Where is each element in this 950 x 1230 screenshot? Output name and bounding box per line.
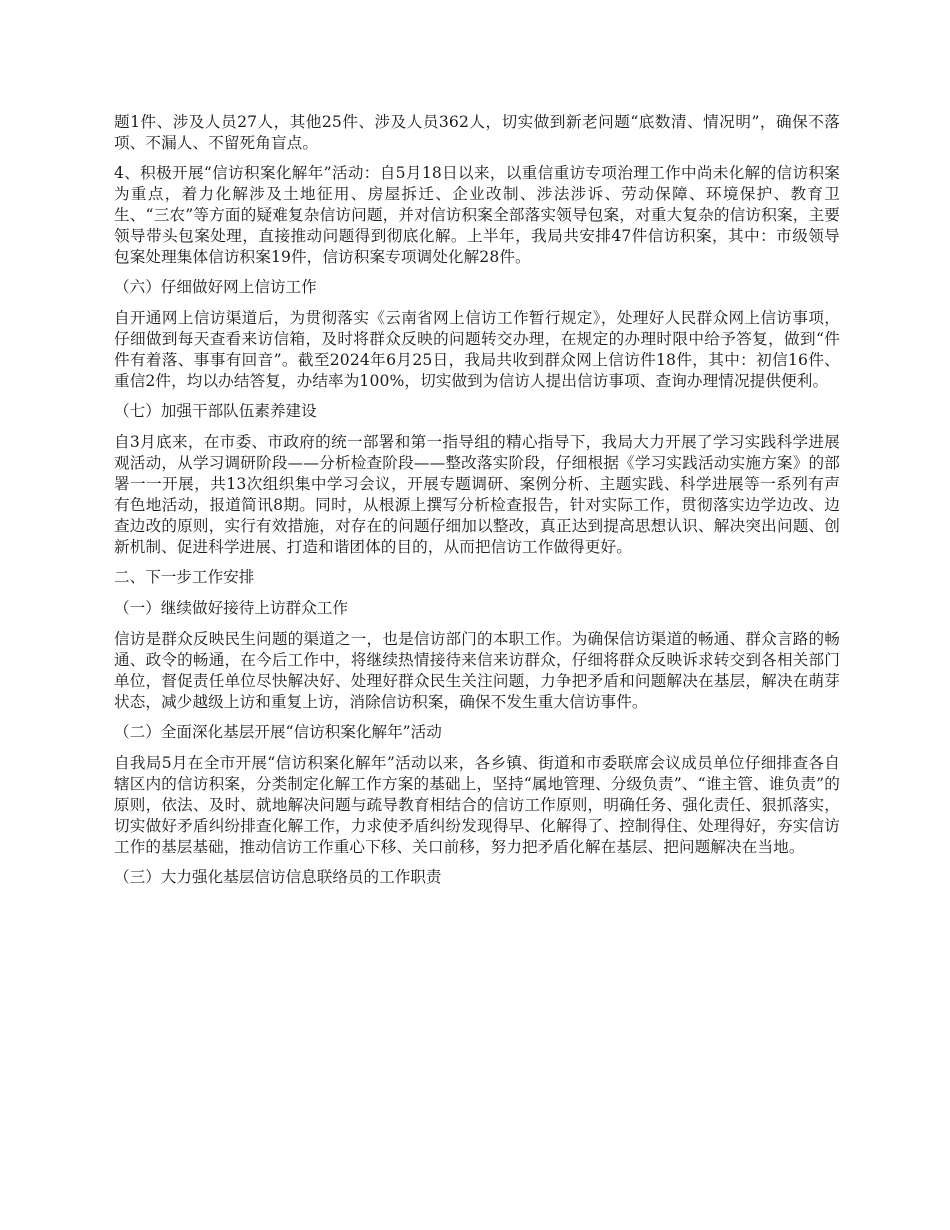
paragraph-carryover-stats: 题1件、涉及人员27人，其他25件、涉及人员362人，切实做到新老问题“底数清、情况明”，确保不落项、不漏人、不留死角盲点。 [114,113,840,152]
heading-online-petitions: （六）仔细做好网上信访工作 [114,278,317,296]
paragraph-online-petitions: 自开通网上信访渠道后，为贯彻落实《云南省网上信访工作暂行规定》，处理好人民群众网上信访事项，仔细做到每天查看来访信箱，及时将群众反映的问题转交办理，在规定的办理时限中给予答复，做到“件件有着落、事事有回音”。截至2024年6月25日，我局共收到群众网上信访件18件，其中：初信16件、重信2件，均以办结答复，办结率为100%，切实做到为信访人提出信访事项、查询办理情况提供便利。 [114,309,840,390]
paragraph-reception-work: 信访是群众反映民生问题的渠道之一，也是信访部门的本职工作。为确保信访渠道的畅通、群众言路的畅通、政令的畅通，在今后工作中，将继续热情接待来信来访群众，仔细将群众反映诉求转交到各相关部门单位，督促责任单位尽快解决好、处理好群众民生关注问题，力争把矛盾和问题解决在基层，解决在萌芽状态，减少越级上访和重复上访，消除信访积案，确保不发生重大信访事件。 [114,630,840,711]
paragraph-grassroots-backlog: 自我局5月在全市开展“信访积案化解年”活动以来，各乡镇、街道和市委联席会议成员单位仔细排查各自辖区内的信访积案，分类制定化解工作方案的基础上，坚持“属地管理、分级负责”、“谁主管、谁负责”的原则，依法、及时、就地解决问题与疏导教育相结合的信访工作原则，明确任务、强化责任、狠抓落实，切实做好矛盾纠纷排查化解工作，力求使矛盾纠纷发现得早、化解得了、控制得住、处理得好，夯实信访工作的基层基础，推动信访工作重心下移、关口前移，努力把矛盾化解在基层、把问题解决在当地。 [114,754,840,856]
heading-next-steps: 二、下一步工作安排 [114,568,255,586]
heading-liaison-duties: （三）大力强化基层信访信息联络员的工作职责 [114,868,442,886]
heading-reception-work: （一）继续做好接待上访群众工作 [114,599,348,617]
heading-cadre-quality: （七）加强干部队伍素养建设 [114,402,317,420]
heading-grassroots-backlog: （二）全面深化基层开展“信访积案化解年”活动 [114,723,442,741]
paragraph-backlog-resolution-year: 4、积极开展“信访积案化解年”活动：自5月18日以来，以重信重访专项治理工作中尚未化解的信访积案为重点，着力化解涉及土地征用、房屋拆迁、企业改制、涉法涉诉、劳动保障、环境保护、教育卫生、“三农”等方面的疑难复杂信访问题，并对信访积案全部落实领导包案，对重大复杂的信访积案，主要领导带头包案处理，直接推动问题得到彻底化解。上半年，我局共安排47件信访积案，其中：市级领导包案处理集体信访积案19件，信访积案专项调处化解28件。 [114,164,840,266]
document-page [114,112,840,898]
paragraph-cadre-quality: 自3月底来，在市委、市政府的统一部署和第一指导组的精心指导下，我局大力开展了学习实践科学进展观活动，从学习调研阶段——分析检查阶段——整改落实阶段，仔细根据《学习实践活动实施方案》的部署一一开展，共13次组织集中学习会议，开展专题调研、案例分析、主题实践、科学进展等一系列有声有色地活动，报道简讯8期。同时，从根源上撰写分析检查报告，针对实际工作，贯彻落实边学边改、边查边改的原则，实行有效措施，对存在的问题仔细加以整改，真正达到提高思想认识、解决突出问题、创新机制、促进科学进展、打造和谐团体的目的，从而把信访工作做得更好。 [114,433,840,556]
